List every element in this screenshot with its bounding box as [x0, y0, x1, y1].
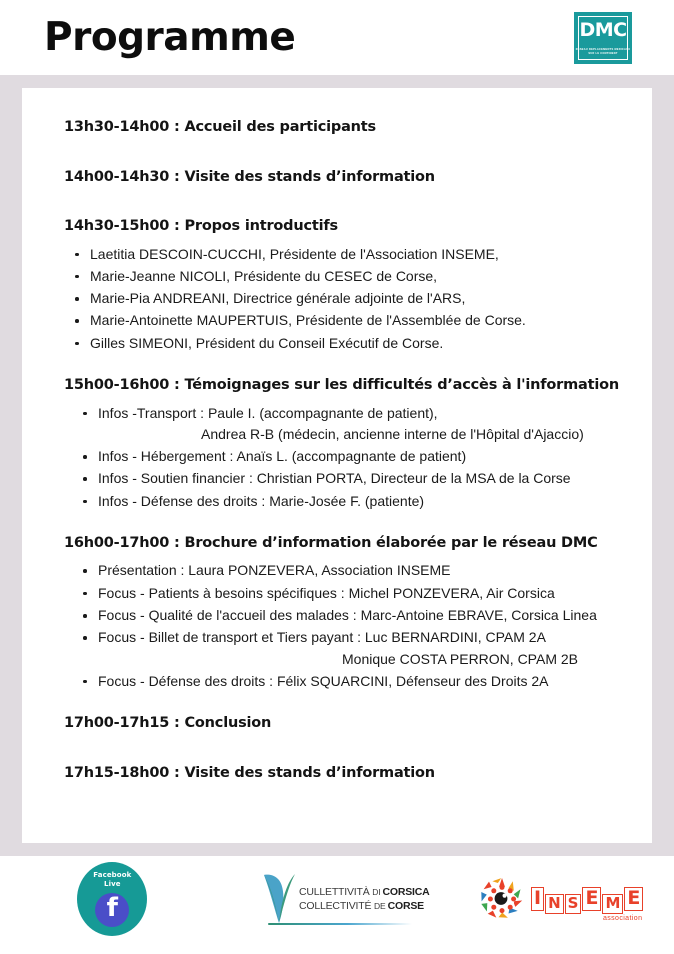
list-item-text: Marie-Pia ANDREANI, Directrice générale adjointe de l'ARS,	[90, 290, 466, 307]
programme-slot	[42, 376, 632, 512]
list-item-continuation: Monique COSTA PERRON, CPAM 2B	[342, 650, 578, 667]
inseme-letter: I	[531, 887, 544, 911]
programme-slot	[42, 764, 632, 784]
list-item	[74, 288, 632, 309]
list-item	[82, 468, 632, 489]
inseme-letter: S	[565, 894, 582, 914]
slot-item-list	[42, 244, 632, 354]
list-item	[82, 583, 632, 604]
list-item	[82, 605, 632, 626]
inseme-letter: E	[624, 887, 643, 911]
slot-heading: 15h00-16h00 : Témoignages sur les difficultés d’accès à l'information	[64, 377, 620, 394]
list-item-text: Focus - Qualité de l'accueil des malades : Marc-Antoine EBRAVE, Corsica Linea	[98, 607, 597, 623]
footer-cell-collectivite	[225, 869, 450, 929]
slot-heading: 14h30-15h00 : Propos introductifs	[64, 218, 338, 235]
programme-slot	[42, 714, 632, 734]
list-item	[74, 244, 632, 265]
collectivite-line2-c: CORSE	[387, 900, 424, 913]
programme-card	[22, 88, 652, 843]
dmc-logo-wordmark: DMC	[579, 18, 627, 41]
slot-heading: 14h00-14h30 : Visite des stands d’information	[64, 168, 435, 185]
facebook-live-label	[93, 871, 131, 890]
page-footer	[0, 856, 674, 942]
inseme-letter: M	[602, 894, 623, 914]
inseme-sun-icon	[479, 876, 525, 922]
slot-item-list	[42, 560, 632, 692]
page-title: Programme	[44, 15, 296, 60]
facebook-f-glyph: f	[106, 893, 118, 924]
footer-cell-facebook	[0, 862, 225, 936]
list-item-text: Focus - Billet de transport et Tiers payant : Luc BERNARDINI, CPAM 2A	[98, 629, 546, 646]
list-item-continuation: Andrea R-B (médecin, ancienne interne de l'Hôpital d'Ajaccio)	[201, 425, 584, 442]
footer-cell-inseme	[449, 876, 674, 922]
collectivite-line2-a: COLLECTIVITÉ	[299, 900, 375, 913]
inseme-letter: E	[582, 887, 601, 911]
page-frame	[0, 75, 674, 856]
programme-slot	[42, 217, 632, 354]
collectivite-underline	[268, 923, 412, 925]
slot-heading: 16h00-17h00 : Brochure d’information élaborée par le réseau DMC	[64, 534, 598, 551]
dmc-logo	[574, 12, 632, 64]
list-item-text: Focus - Défense des droits : Félix SQUARCINI, Défenseur des Droits 2A	[98, 672, 549, 689]
list-item-text: Infos - Hébergement : Anaïs L. (accompagnante de patient)	[98, 448, 467, 465]
list-item-text: Infos - Soutien financier : Christian PORTA, Directeur de la MSA de la Corse	[98, 470, 571, 487]
slot-heading: 17h00-17h15 : Conclusion	[64, 715, 272, 732]
slot-item-list	[42, 403, 632, 512]
list-item	[82, 671, 632, 692]
list-item	[74, 310, 632, 331]
list-item-text: Présentation : Laura PONZEVERA, Association INSEME	[98, 562, 451, 579]
facebook-icon[interactable]	[95, 893, 129, 927]
list-item	[82, 627, 632, 670]
slot-heading: 17h15-18h00 : Visite des stands d’information	[64, 764, 435, 781]
collectivite-line-corse	[299, 899, 430, 913]
collectivite-line-corsica	[299, 885, 430, 899]
list-item-text: Gilles SIMEONI, Président du Conseil Exécutif de Corse.	[90, 334, 444, 351]
programme-slot	[42, 534, 632, 692]
facebook-live-badge[interactable]	[77, 862, 147, 936]
list-item-text: Infos -Transport : Paule I. (accompagnante de patient),	[98, 404, 438, 421]
page-header	[0, 0, 674, 75]
list-item	[74, 266, 632, 287]
inseme-logo	[479, 876, 644, 922]
collectivite-line1-c: CORSICA	[382, 886, 430, 898]
collectivite-line1-b: DI	[372, 887, 383, 897]
inseme-subtitle: association	[602, 915, 643, 922]
programme-slot	[42, 118, 632, 138]
inseme-wordmark	[531, 887, 644, 922]
dmc-logo-tagline	[574, 48, 632, 56]
facebook-label-line1: Facebook	[93, 871, 132, 879]
programme-slot	[42, 168, 632, 188]
collectivite-de-corse-logo	[262, 869, 430, 929]
list-item-text: Infos - Défense des droits : Marie-Josée F. (patiente)	[98, 492, 425, 509]
list-item-text: Laetitia DESCOIN-CUCCHI, Présidente de l'Association INSEME,	[90, 245, 499, 262]
slot-heading: 13h30-14h00 : Accueil des participants	[64, 119, 376, 135]
collectivite-line2-b: DE	[374, 901, 388, 912]
list-item	[82, 560, 632, 581]
list-item	[82, 446, 632, 467]
corsica-check-icon	[262, 871, 296, 927]
facebook-label-line2: Live	[104, 880, 121, 889]
list-item-text: Marie-Jeanne NICOLI, Présidente du CESEC de Corse,	[90, 267, 438, 284]
dmc-tagline-line1: RESEAU DEPLACEMENTS MEDICAUX	[575, 47, 631, 51]
list-item	[74, 333, 632, 354]
collectivite-wordmark	[299, 885, 430, 914]
list-item	[82, 403, 632, 446]
collectivite-line1-a: CULLETTIVITÀ	[299, 886, 373, 898]
list-item-text: Marie-Antoinette MAUPERTUIS, Présidente de l'Assemblée de Corse.	[90, 312, 526, 329]
list-item	[82, 491, 632, 512]
dmc-tagline-line2: SUR LE CONTINENT	[588, 51, 618, 55]
list-item-text: Focus - Patients à besoins spécifiques : Michel PONZEVERA, Air Corsica	[98, 584, 555, 601]
inseme-letter: N	[545, 894, 564, 914]
